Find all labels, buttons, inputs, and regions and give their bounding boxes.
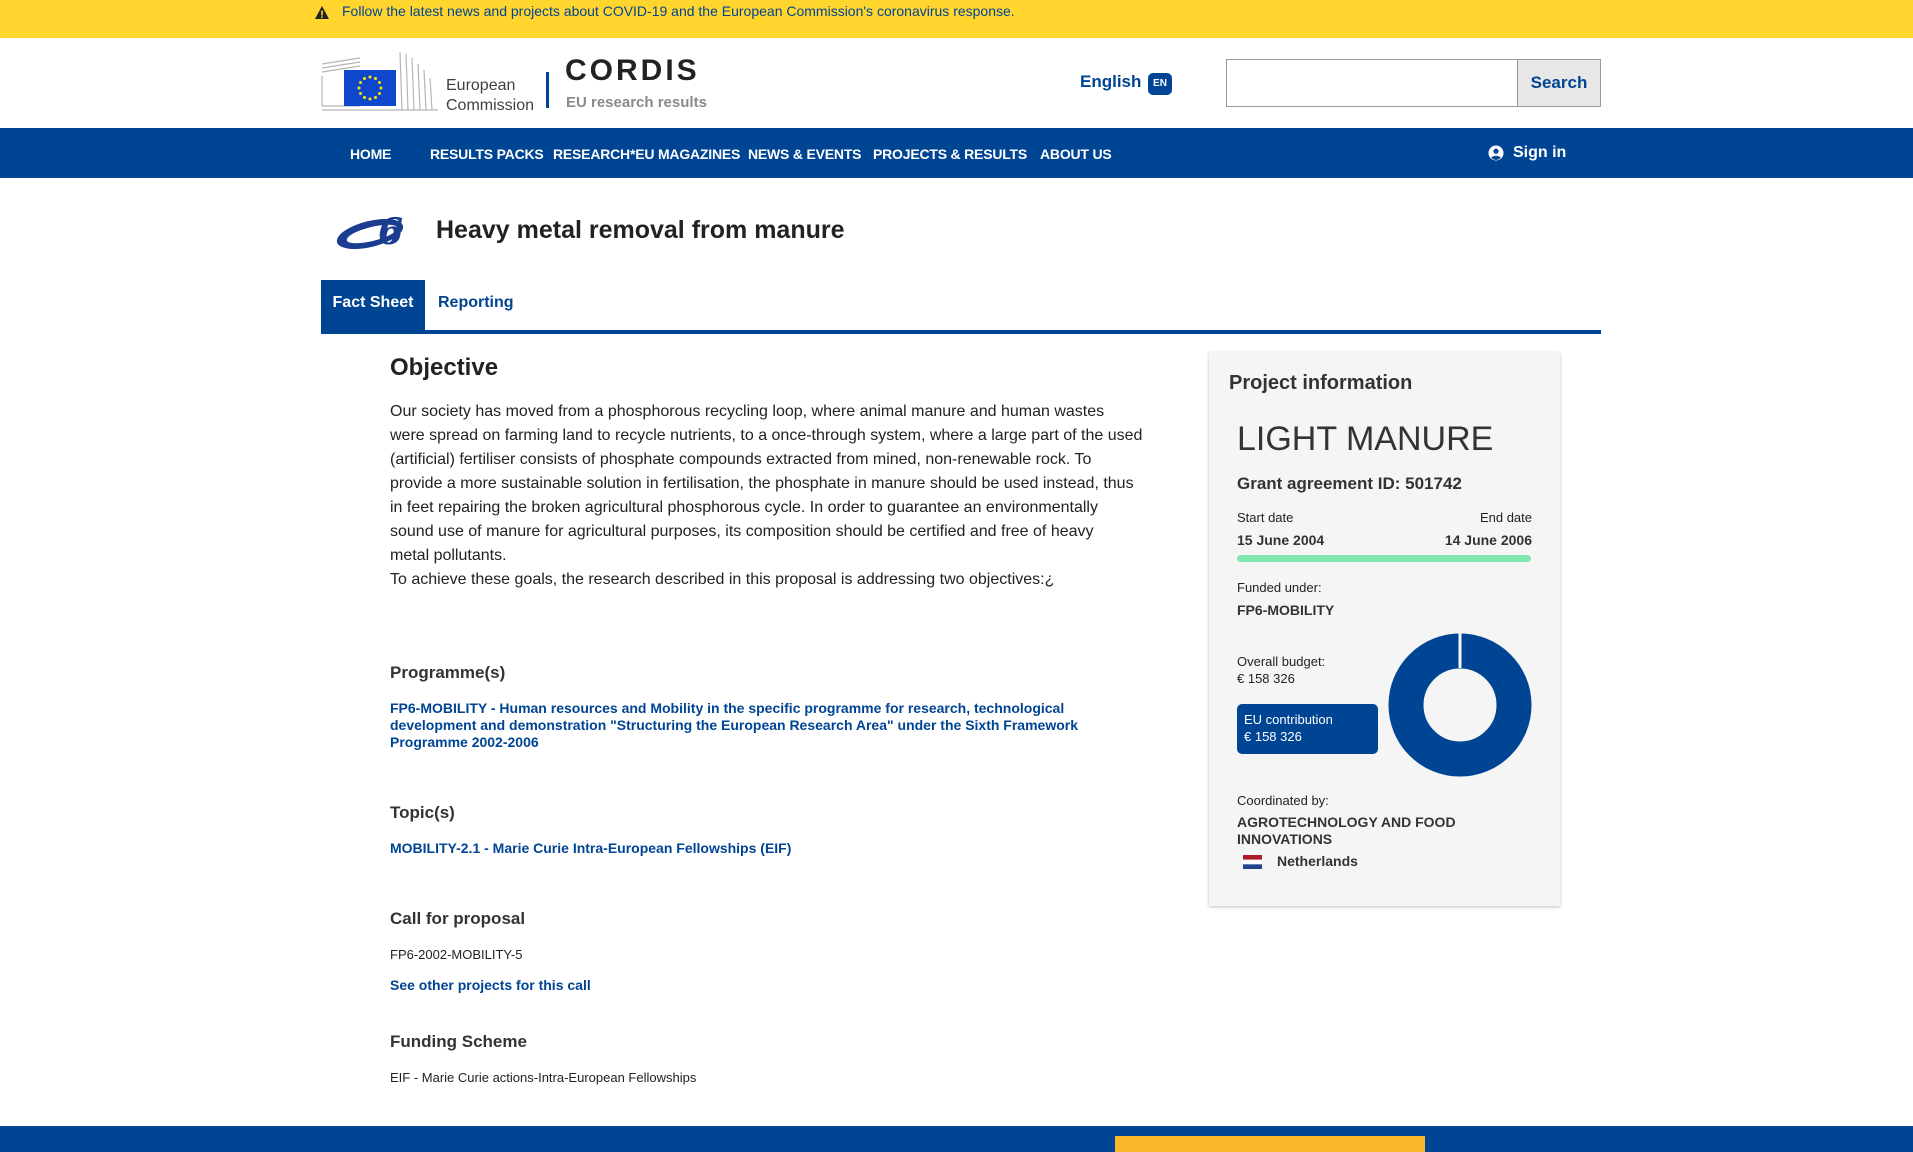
- language-code-badge[interactable]: EN: [1148, 73, 1172, 95]
- funded-under-label: Funded under:: [1237, 580, 1322, 595]
- nav-item-magazines[interactable]: RESEARCH*EU MAGAZINES: [553, 146, 741, 162]
- netherlands-flag-icon: [1243, 855, 1262, 869]
- coordinated-by-label: Coordinated by:: [1237, 793, 1329, 808]
- nav-item-home[interactable]: HOME: [350, 146, 392, 162]
- site-name[interactable]: CORDIS: [565, 54, 700, 87]
- other-projects-link[interactable]: See other projects for this call: [390, 977, 591, 993]
- ec-building-icon: [320, 50, 442, 112]
- call-heading: Call for proposal: [390, 909, 526, 928]
- ec-logo-line2: Commission: [446, 97, 535, 114]
- logo-divider: [546, 72, 549, 108]
- ec-logo-text: [446, 76, 534, 116]
- tab-reporting[interactable]: Reporting: [438, 294, 514, 311]
- objective-line: sound use of manure for agricultural purposes, its composition should be certified and free of heavy: [390, 523, 1094, 540]
- nav-item-projects-results[interactable]: PROJECTS & RESULTS: [873, 146, 1028, 162]
- eu-contribution-badge: [1237, 704, 1378, 754]
- budget-donut-chart: [1387, 632, 1533, 778]
- programme-heading: Programme(s): [390, 663, 506, 682]
- funding-scheme-value: EIF - Marie Curie actions-Intra-European Fellowships: [390, 1070, 697, 1085]
- warning-icon: [314, 5, 330, 21]
- programme-line: development and demonstration "Structuring the European Research Area" under the Sixth Framework: [390, 717, 1079, 733]
- overall-budget-value: € 158 326: [1237, 671, 1295, 686]
- project-info-card: [1209, 352, 1560, 906]
- svg-text:6: 6: [378, 211, 404, 250]
- nav-item-results-packs[interactable]: RESULTS PACKS: [430, 146, 544, 162]
- tab-fact-sheet[interactable]: Fact Sheet: [321, 280, 425, 332]
- project-duration-bar: [1237, 555, 1531, 562]
- project-info-heading: Project information: [1229, 372, 1413, 394]
- fp6-logo-icon: [334, 208, 412, 250]
- site-tagline: EU research results: [566, 94, 707, 111]
- topic-link[interactable]: MOBILITY-2.1 - Marie Curie Intra-European Fellowships (EIF): [390, 840, 792, 856]
- european-commission-logo[interactable]: [320, 50, 540, 112]
- eu-contribution-label: EU contribution: [1244, 712, 1333, 727]
- objective-line: were spread on farming land to recycle nutrients, to a once-through system, where a large part of the used: [390, 427, 1143, 444]
- search-input[interactable]: [1226, 59, 1518, 107]
- sign-in-label: Sign in: [1513, 144, 1567, 161]
- ec-logo-line1: European: [446, 77, 516, 94]
- funding-scheme-heading: Funding Scheme: [390, 1032, 527, 1051]
- objective-text: [390, 400, 1152, 592]
- objective-line: provide a more sustainable solution in fertilisation, the phosphate in manure should be used instead, thus: [390, 475, 1134, 492]
- nav-item-news-events[interactable]: NEWS & EVENTS: [748, 146, 862, 162]
- objective-line: metal pollutants.: [390, 547, 507, 564]
- cookie-accept-button[interactable]: [1115, 1136, 1425, 1152]
- end-date-value: 14 June 2006: [1444, 532, 1532, 548]
- end-date-label: End date: [1479, 510, 1532, 525]
- objective-line: Our society has moved from a phosphorous recycling loop, where animal manure and human wastes: [390, 403, 1105, 420]
- coordinator-country: Netherlands: [1277, 853, 1358, 869]
- covid-banner-link[interactable]: Follow the latest news and projects about COVID-19 and the European Commission's coronavirus response.: [342, 3, 1015, 19]
- objective-line: To achieve these goals, the research described in this proposal is addressing two objectives:¿: [390, 571, 1055, 588]
- start-date-label: Start date: [1237, 510, 1294, 525]
- objective-line: (artificial) fertiliser consists of phosphate compounds extracted from mined, non-renewable rock. To: [390, 451, 1092, 468]
- coordinator-name: AGROTECHNOLOGY AND FOOD INNOVATIONS: [1237, 814, 1456, 847]
- cookie-consent-bar: [0, 1126, 1913, 1152]
- programme-line: FP6-MOBILITY - Human resources and Mobility in the specific programme for research, technological: [390, 700, 1065, 716]
- search-button[interactable]: Search: [1517, 59, 1601, 107]
- user-circle-icon: [1488, 145, 1504, 161]
- site-header: [0, 38, 1913, 128]
- call-value: FP6-2002-MOBILITY-5: [390, 947, 523, 962]
- topic-heading: Topic(s): [390, 803, 455, 822]
- funded-under-value[interactable]: FP6-MOBILITY: [1237, 602, 1335, 618]
- grant-agreement-id: Grant agreement ID: 501742: [1237, 474, 1462, 493]
- objective-line: in feet repairing the broken agricultural phosphorous cycle. In order to guarantee an environmentally: [390, 499, 1098, 516]
- overall-budget-label: Overall budget:: [1237, 654, 1326, 669]
- language-selector[interactable]: English: [1080, 72, 1142, 91]
- start-date-value: 15 June 2004: [1237, 532, 1325, 548]
- programme-link[interactable]: [390, 700, 1150, 751]
- objective-heading: Objective: [390, 354, 499, 381]
- covid-banner: [0, 0, 1913, 38]
- main-nav: [0, 128, 1913, 178]
- nav-item-about-us[interactable]: ABOUT US: [1040, 146, 1112, 162]
- page-title: Heavy metal removal from manure: [436, 216, 845, 244]
- programme-line: Programme 2002-2006: [390, 734, 539, 750]
- project-acronym: LIGHT MANURE: [1237, 420, 1494, 458]
- eu-contribution-value: € 158 326: [1244, 729, 1302, 744]
- tab-underline: [321, 330, 1601, 334]
